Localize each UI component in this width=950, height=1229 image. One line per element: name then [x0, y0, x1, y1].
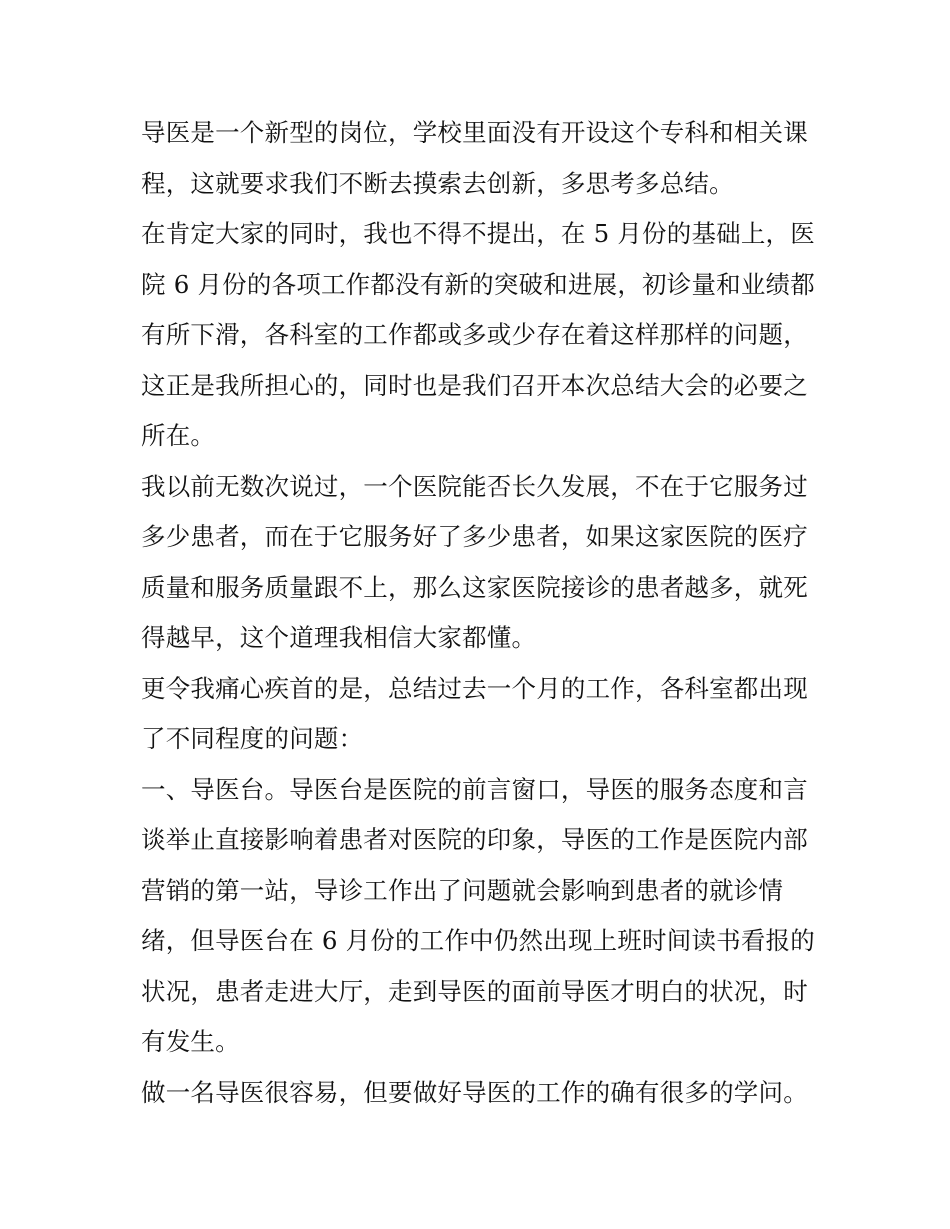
text-line: 院 6 月份的各项工作都没有新的突破和进展，初诊量和业绩都 [141, 269, 815, 299]
text-line: 所在。 [141, 421, 216, 450]
text-line: 一、导医台。导医台是医院的前言窗口，导医的服务态度和言 [141, 774, 808, 804]
text-line: 更令我痛心疾首的是，总结过去一个月的工作，各科室都出现 [141, 673, 808, 703]
text-line: 在肯定大家的同时，我也不得不提出，在 5 月份的基础上，医 [141, 219, 815, 248]
document-body [141, 108, 821, 1118]
text-line: 了不同程度的问题： [141, 724, 364, 753]
text-line: 状况，患者走进大厅，走到导医的面前导医才明白的状况，时 [141, 976, 808, 1006]
text-line: 我以前无数次说过，一个医院能否长久发展，不在于它服务过 [141, 471, 808, 501]
text-line: 营销的第一站，导诊工作出了问题就会影响到患者的就诊情 [141, 875, 784, 905]
text-line: 做一名导医很容易，但要做好导医的工作的确有很多的学问。 [141, 1077, 808, 1107]
text-line: 有发生。 [141, 1027, 240, 1056]
text-line: 多少患者，而在于它服务好了多少患者，如果这家医院的医疗 [141, 522, 808, 551]
text-line: 质量和服务质量跟不上，那么这家医院接诊的患者越多，就死 [141, 572, 808, 602]
text-line: 绪，但导医台在 6 月份的工作中仍然出现上班时间读书看报的 [141, 926, 815, 955]
text-line: 导医是一个新型的岗位，学校里面没有开设这个专科和相关课 [141, 118, 808, 147]
text-line: 这正是我所担心的，同时也是我们召开本次总结大会的必要之 [141, 370, 808, 400]
text-line: 得越早，这个道理我相信大家都懂。 [141, 623, 537, 652]
text-line: 谈举止直接影响着患者对医院的印象，导医的工作是医院内部 [141, 825, 808, 854]
text-line: 程，这就要求我们不断去摸索去创新，多思考多总结。 [141, 168, 734, 198]
text-line: 有所下滑，各科室的工作都或多或少存在着这样那样的问题， [141, 320, 808, 349]
